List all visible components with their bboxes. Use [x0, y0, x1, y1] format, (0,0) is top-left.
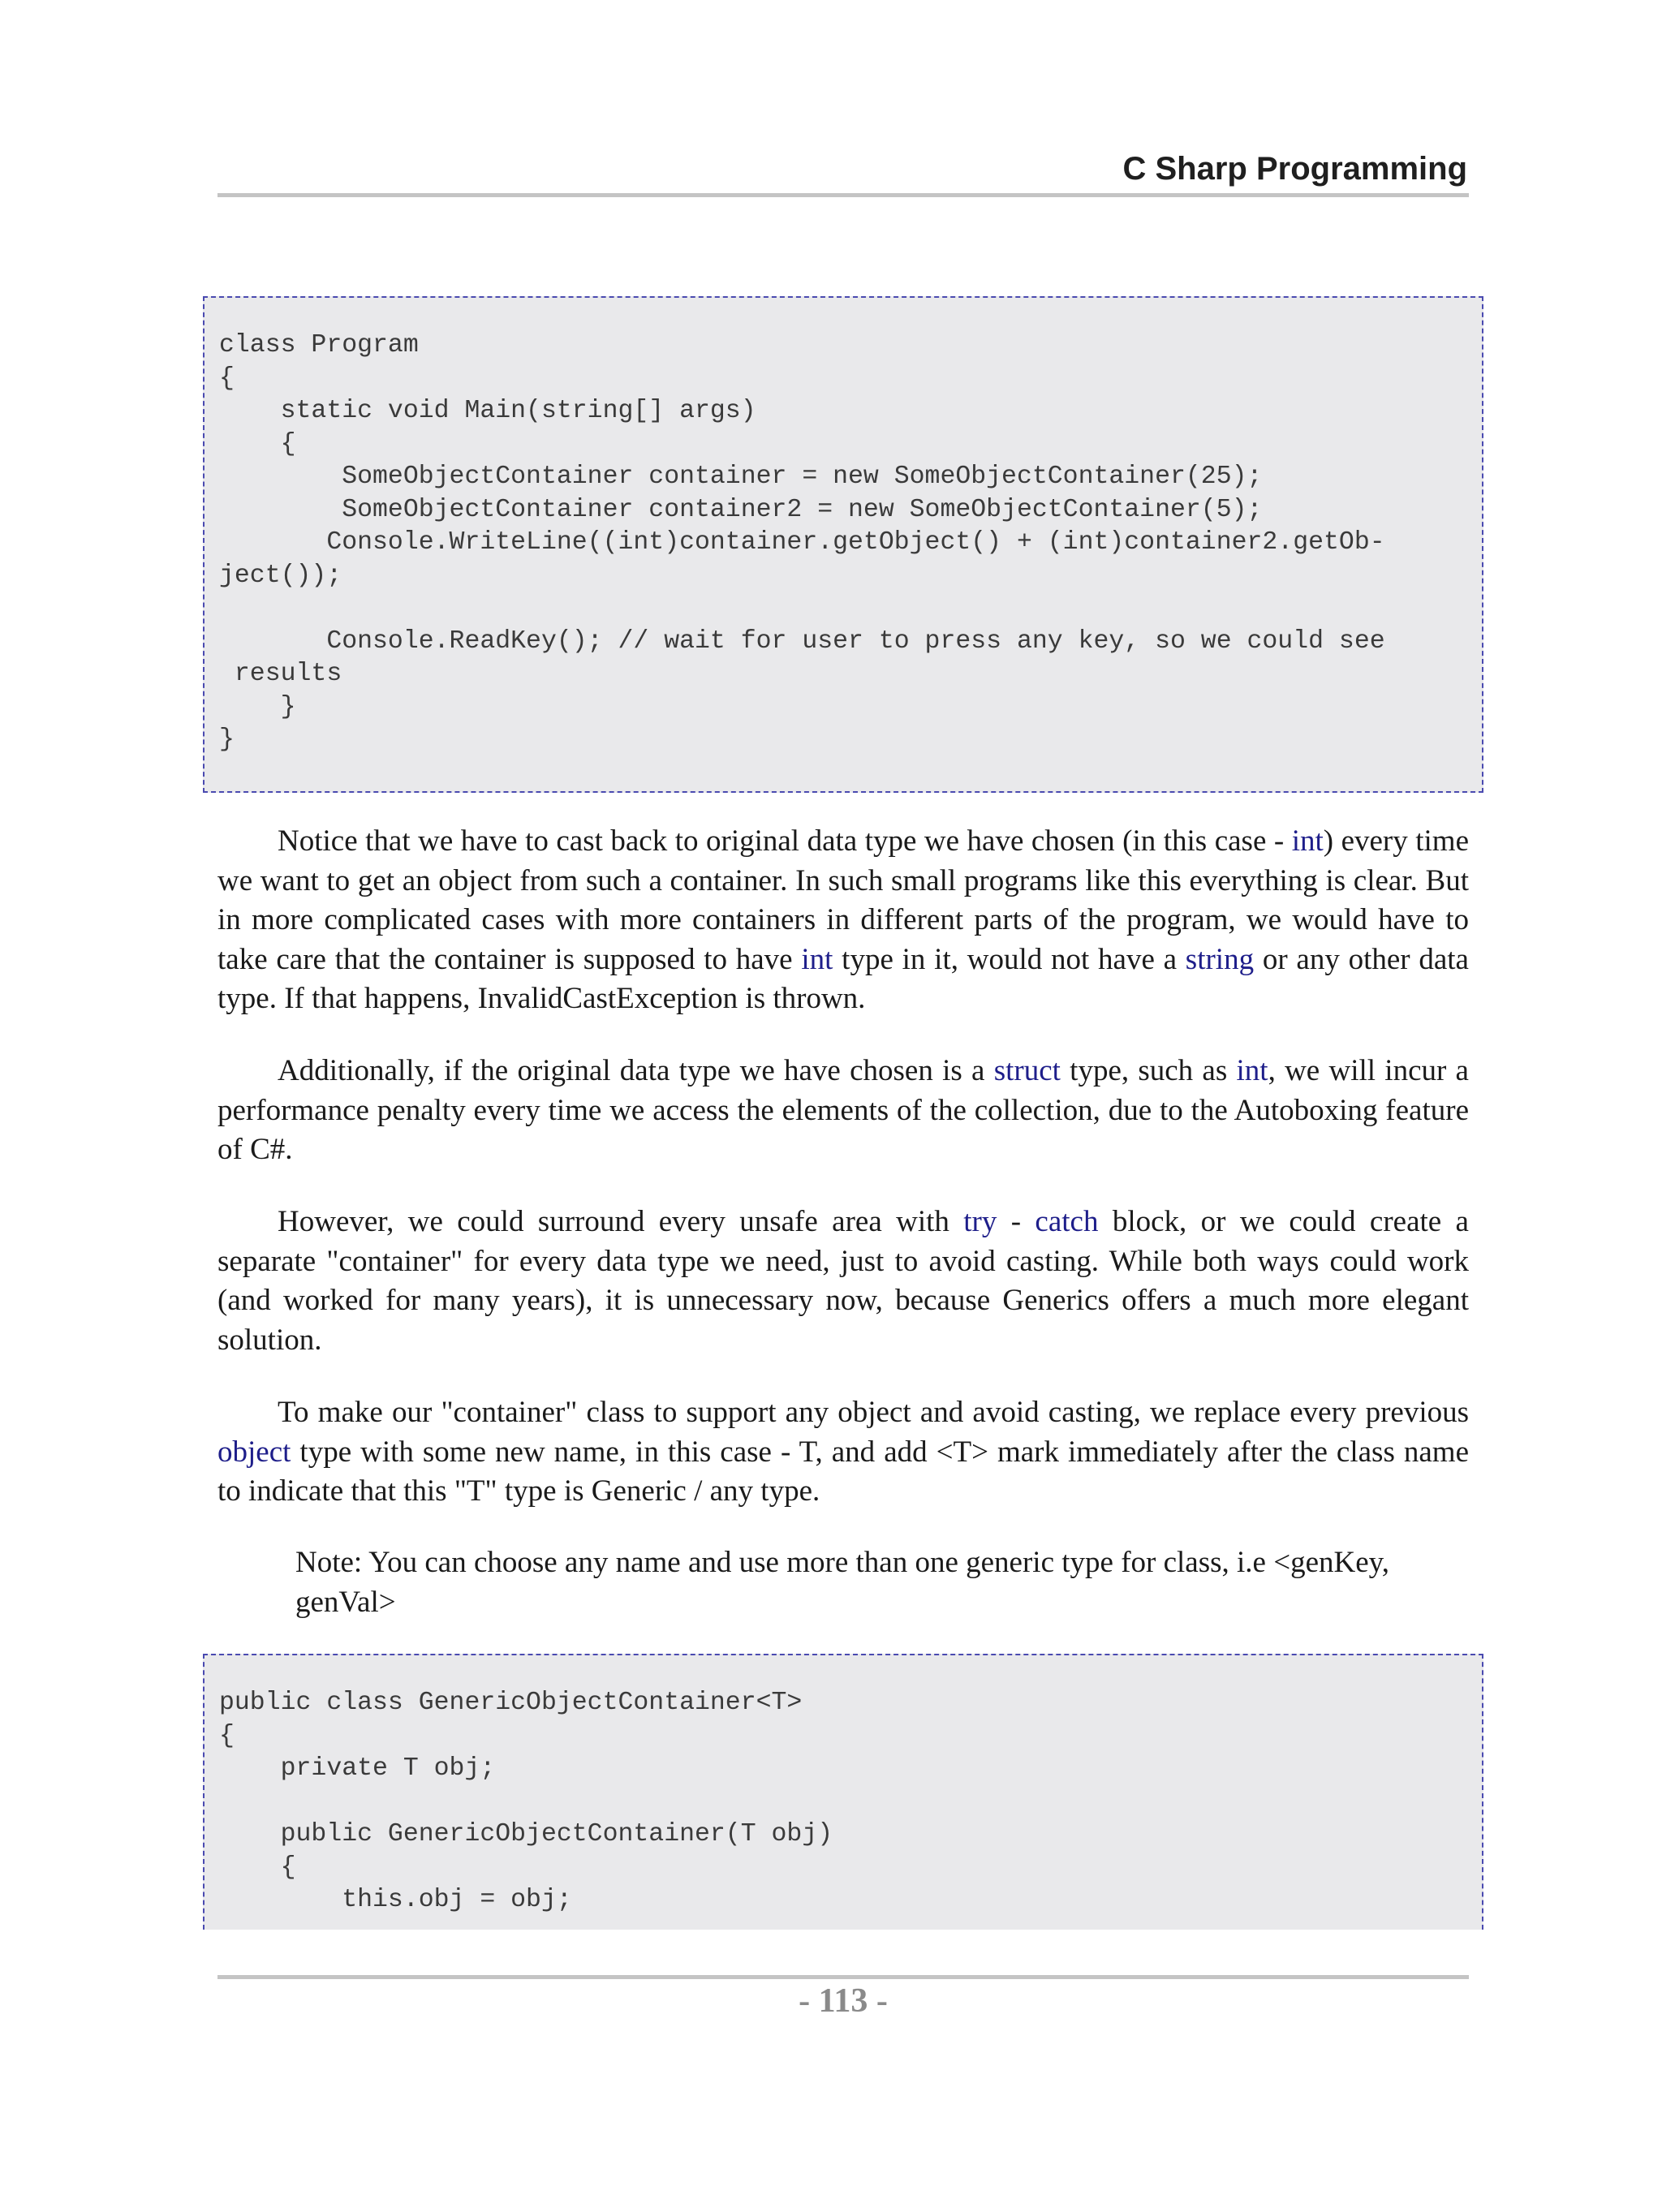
- paragraph-generic-container: [217, 1393, 1469, 1512]
- code-line: this.obj = obj;: [219, 1886, 572, 1914]
- keyword-int: int: [1291, 824, 1324, 858]
- code-line: [219, 1786, 1482, 1819]
- code-line: }: [219, 725, 235, 754]
- keyword-struct: struct: [993, 1054, 1061, 1087]
- code-line: public class GenericObjectContainer<T>: [219, 1689, 803, 1717]
- text-run: type, such as: [1060, 1054, 1237, 1087]
- header-rule: [217, 193, 1469, 197]
- code-block-program-main: [203, 296, 1483, 793]
- code-line: results: [219, 660, 342, 688]
- code-line: class Program: [219, 331, 419, 359]
- code-line: {: [219, 1721, 235, 1750]
- keyword-try: try: [963, 1205, 997, 1238]
- keyword-catch: catch: [1035, 1205, 1099, 1238]
- code-line: static void Main(string[] args): [219, 397, 756, 425]
- footer-rule: [217, 1975, 1469, 1979]
- note-generic-names: Note: You can choose any name and use more than one generic type for class, i.e <genKey, genVal>: [295, 1546, 1389, 1619]
- code-line: public GenericObjectContainer(T obj): [219, 1820, 833, 1848]
- keyword-string: string: [1185, 942, 1255, 976]
- code-block-generic-container: [203, 1654, 1483, 1930]
- text-run: type in it, would not have a: [833, 942, 1186, 976]
- paragraph-cast-notice: [217, 822, 1469, 1019]
- code-line: {: [219, 364, 235, 393]
- text-run: Notice that we have to cast back to original data type we have chosen (in this case -: [278, 824, 1292, 858]
- code-line: }: [219, 692, 296, 721]
- code-line: SomeObjectContainer container = new SomeObjectContainer(25);: [219, 463, 1263, 491]
- code-line: {: [219, 429, 296, 458]
- running-header-title: C Sharp Programming: [1122, 151, 1467, 187]
- code-line: private T obj;: [219, 1754, 496, 1783]
- text-run: -: [997, 1205, 1036, 1238]
- text-run: Additionally, if the original data type we have chosen is a: [278, 1054, 994, 1087]
- keyword-object: object: [217, 1435, 291, 1469]
- text-run: block, or we could create a separate "container" for every data type we need, just to avoid casting. While both ways could work (and worked for many years), it is unnecessary now, because Generics offers a much more elegant solution.: [217, 1205, 1469, 1357]
- text-run: However, we could surround every unsafe area with: [278, 1205, 964, 1238]
- text-run: To make our "container" class to support any object and avoid casting, we replace every previous: [278, 1396, 1469, 1429]
- text-run: or any other data type. If that happens, InvalidCastException is thrown.: [217, 942, 1469, 1015]
- paragraph-try-catch: [217, 1203, 1469, 1360]
- code-line: Console.ReadKey(); // wait for user to press any key, so we could see: [219, 626, 1385, 656]
- page-number: - 113 -: [799, 1982, 888, 2020]
- text-run: ) every time we want to get an object from such a container. In such small programs like this everything is clear. But in more complicated cases with more containers in different parts of the program, we would have to take care that the container is supposed to have: [217, 824, 1469, 976]
- code-line: [219, 592, 1482, 626]
- text-run: , we will incur a performance penalty every time we access the elements of the collection, due to the Autoboxing feature of C#.: [217, 1054, 1469, 1166]
- keyword-int: int: [801, 942, 833, 976]
- code-line: Console.WriteLine((int)container.getObject() + (int)container2.getOb-: [219, 528, 1385, 557]
- code-line: SomeObjectContainer container2 = new SomeObjectContainer(5);: [219, 495, 1263, 524]
- keyword-int: int: [1236, 1054, 1268, 1087]
- code-line: ject());: [219, 561, 342, 590]
- code-line: {: [219, 1853, 296, 1882]
- paragraph-autoboxing: [217, 1052, 1469, 1170]
- text-run: type with some new name, in this case - T, and add <T> mark immediately after the class name to indicate that this "T" type is Generic / any type.: [217, 1435, 1469, 1508]
